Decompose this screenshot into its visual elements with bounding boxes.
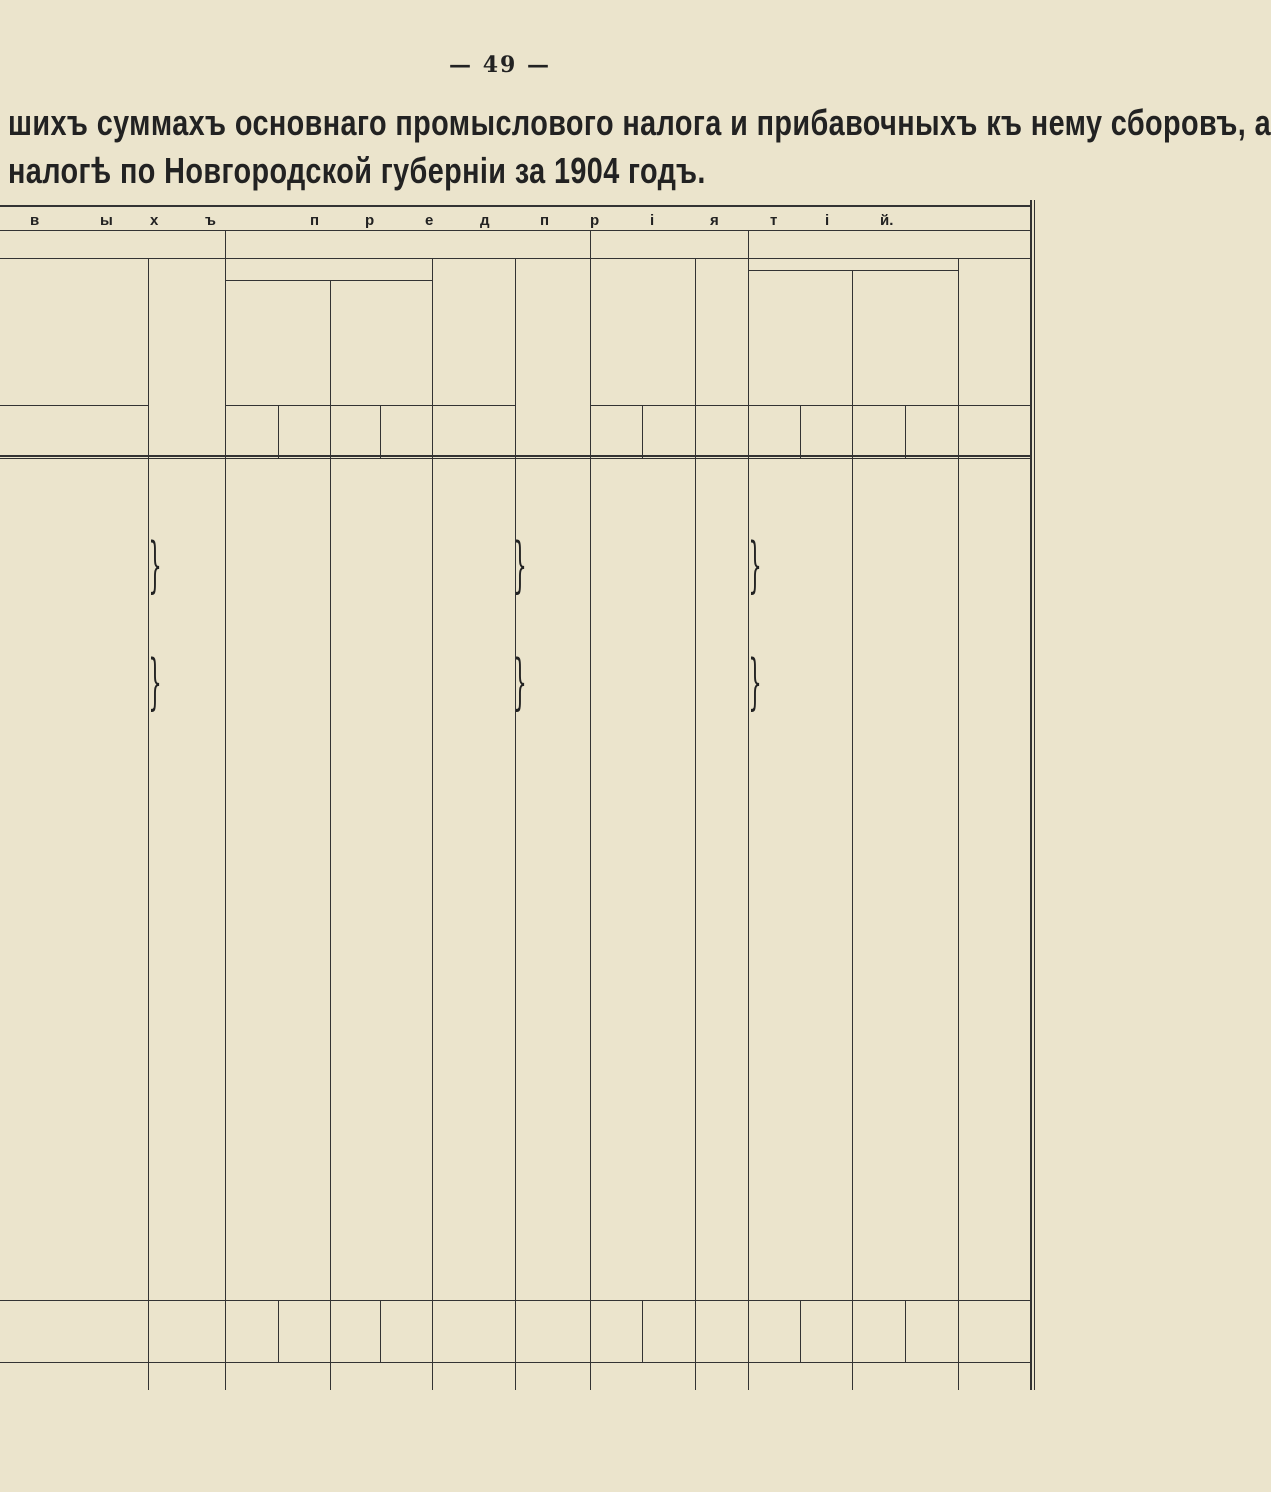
rule: [748, 230, 749, 1390]
rule: [278, 405, 279, 458]
rule: [800, 405, 801, 458]
rule: [380, 405, 381, 458]
spread-letter: т: [770, 212, 778, 229]
rule: [695, 258, 696, 1390]
hawking-header: [852, 274, 958, 402]
rule: [748, 270, 958, 271]
rule: [1030, 200, 1032, 1390]
rule: [1034, 200, 1035, 1390]
rule: [380, 1300, 381, 1362]
sum-basic-tax-3-header: [432, 262, 515, 402]
peddling-header: [748, 274, 852, 402]
table-title-line-2: налогѣ по Новгородской губерніи за 1904 годъ.: [8, 150, 706, 191]
free-tickets-header: [148, 262, 225, 452]
rule: [590, 230, 591, 1390]
rule: [800, 1300, 801, 1362]
spread-letter: р: [590, 212, 600, 229]
rule: [590, 405, 748, 406]
spread-letter: в: [30, 212, 40, 229]
spread-letter: п: [310, 212, 320, 229]
spread-letter: д: [480, 212, 490, 229]
brace: }: [513, 647, 527, 717]
rule: [905, 1300, 906, 1362]
spread-letter: ы: [100, 212, 113, 229]
table-title-line-1: шихъ суммахъ основнаго промыслового налога и прибавочныхъ къ нему сборовъ, а: [8, 102, 1271, 143]
spread-letter: і: [650, 212, 655, 229]
page-number: — 49 —: [449, 52, 551, 78]
rule: [225, 230, 226, 1390]
sum-basic-tax-5-header: [958, 262, 1030, 402]
spread-letter: п: [540, 212, 550, 229]
brace: }: [513, 530, 527, 600]
sum-basic-tax-4-header: [695, 262, 748, 402]
rule: [278, 1300, 279, 1362]
free-tickets-3-header: [515, 262, 590, 452]
rule: [0, 405, 148, 406]
brace: }: [748, 530, 762, 600]
rule: [0, 230, 1030, 231]
rule: [225, 280, 432, 281]
warehouses-header: [330, 284, 432, 402]
rule: [432, 405, 515, 406]
brace: }: [748, 647, 762, 717]
spread-letter: й.: [880, 212, 894, 229]
brace: }: [148, 647, 162, 717]
sum-basic-tax-header: [5, 262, 148, 402]
rule: [330, 280, 331, 1390]
spread-letter: е: [425, 212, 434, 229]
rule: [748, 405, 1030, 406]
rule: [958, 258, 959, 1390]
spread-letter: і: [825, 212, 830, 229]
rule: [642, 405, 643, 458]
rule: [642, 1300, 643, 1362]
rule: [852, 270, 853, 1390]
brace: }: [148, 530, 162, 600]
rule: [225, 405, 432, 406]
spread-letter: я: [710, 212, 719, 229]
trade-enterprises-header: [225, 284, 330, 402]
spread-letter: х: [150, 212, 159, 229]
certificates-4-header: [590, 262, 695, 402]
rule: [905, 405, 906, 458]
spread-letter: ъ: [205, 212, 216, 229]
spread-letter: р: [365, 212, 375, 229]
rule: [432, 258, 433, 1390]
rule: [0, 205, 1030, 207]
